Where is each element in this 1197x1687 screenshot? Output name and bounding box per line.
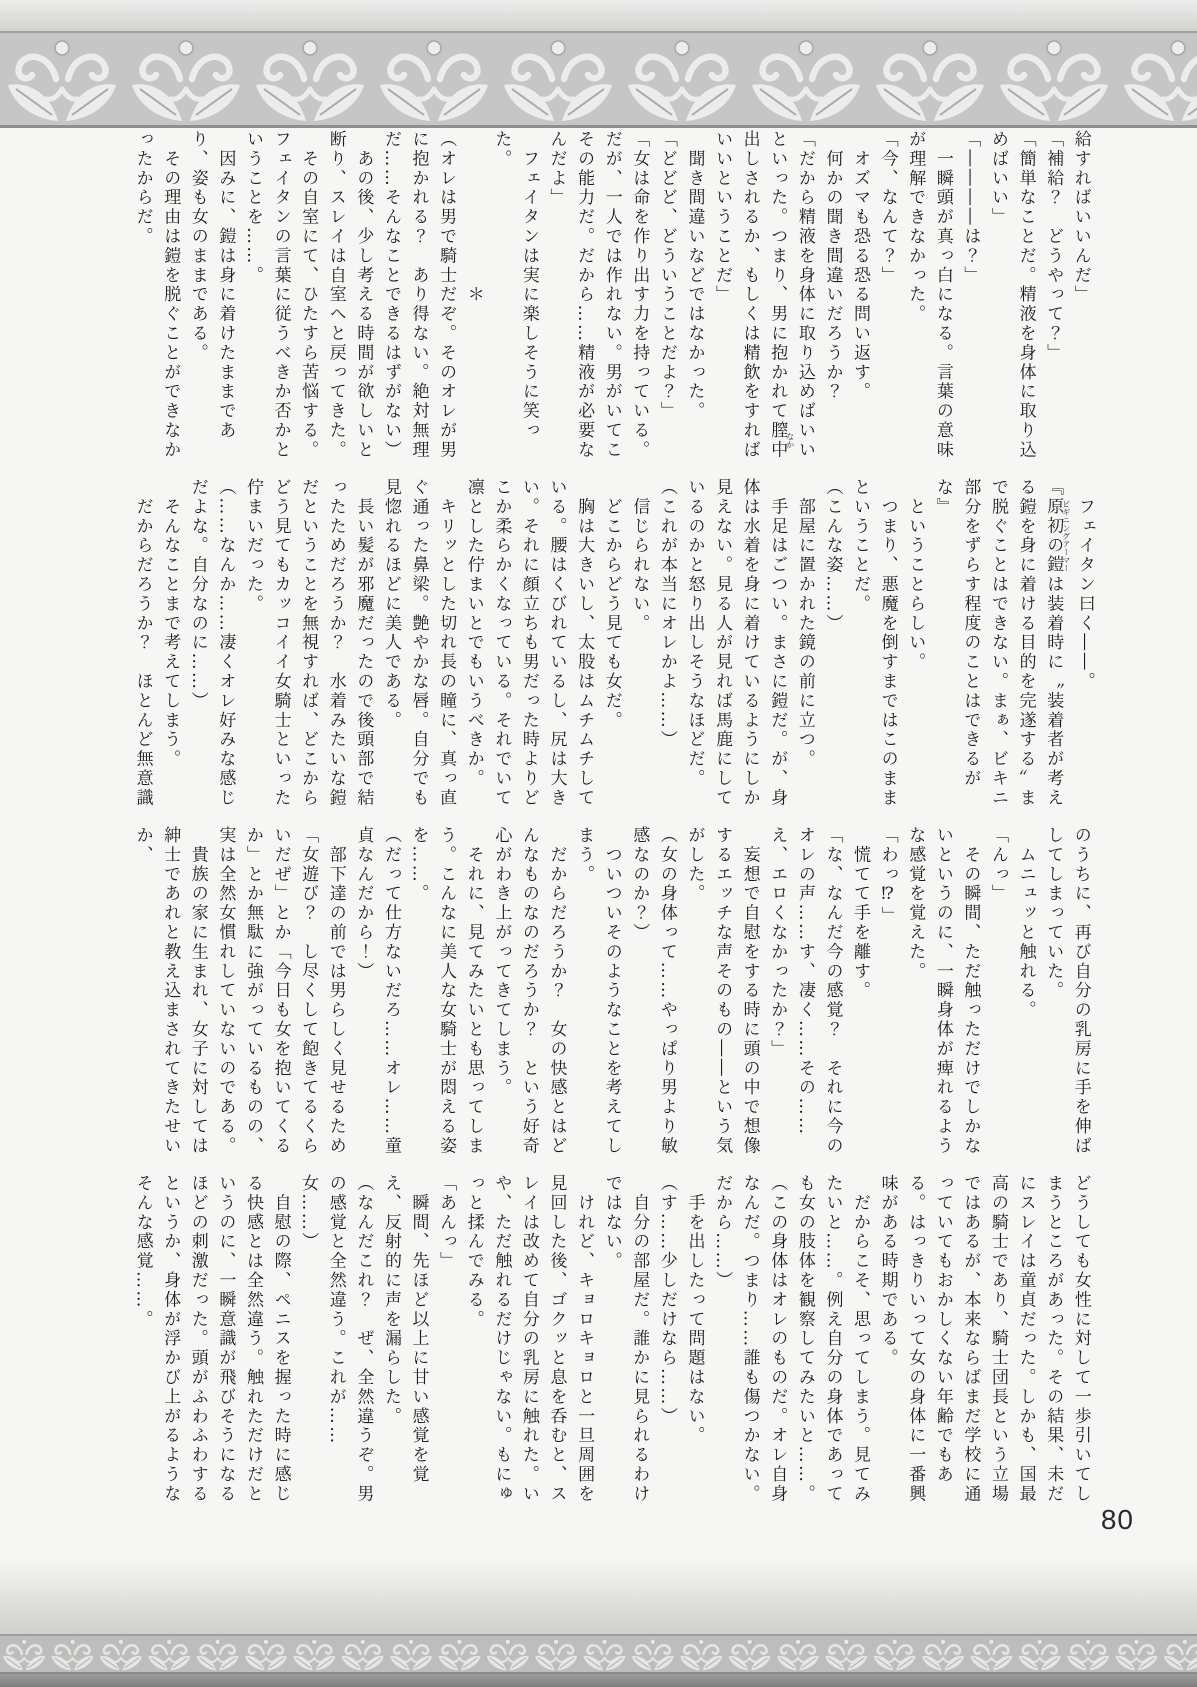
paragraph: 『原初の鎧ビギニングアーマーは装着時に〝装着者が考える鎧を身に着ける目的を完遂する〟まで脱ぐことはできない。まぁ、ビキニ部分をずらす程度のことはできるがな』 <box>932 478 1071 808</box>
paragraph: ついついそのようなことを考えてしまう。 <box>574 826 622 1156</box>
text-band-4 <box>128 1174 1094 1504</box>
paragraph: 「簡単なことだ。精液を身体に取り込めばいい」 <box>988 130 1036 460</box>
paragraph: （オレは男で騎士だぞ。そのオレが男に抱かれる？ あり得ない。絶対無理だ……そんなことできるはずがない） <box>380 130 457 460</box>
paragraph: 貴族の家に生まれ、女子に対しては紳士であれと教え込まされてきたせいか、 <box>132 826 208 1156</box>
paragraph: 「今、なんて？」 <box>877 130 898 286</box>
paragraph: あの後、少し考える時間が欲しいと断り、スレイは自室へと戻ってきた。 <box>325 130 374 460</box>
paragraph: それに、見てみたいとも思ってしまう。こんなに美人な女騎士が悶える姿を……。 <box>408 826 484 1156</box>
page-bottom-fade <box>0 1556 1197 1634</box>
paragraph: 部屋に置かれた鏡の前に立つ。 <box>794 478 815 769</box>
paragraph: つまり、悪魔を倒すまではこのままということだ。 <box>850 478 898 808</box>
paragraph: どこからどう見ても女だ。 <box>601 478 622 731</box>
paragraph: オズマも恐る恐る問い返す。 <box>850 130 871 402</box>
paragraph: 「んっ」 <box>988 826 1008 904</box>
paragraph: （女の身体って……やっぱり男より敏感なのか？） <box>629 826 677 1156</box>
paragraph: どうしても女性に対して一歩引いてしまうところがあった。その結果、未だにスレイは童貞だった。しかも、国最高の騎士であり、騎士団長という立場ではあるが、本来ならばまだ学校に通っていてもおかしくない年齢でもある。はっきりいって女の身体に一番興味がある時期である。 <box>877 1174 1091 1504</box>
paragraph: 長い髪が邪魔だったので後頭部で結ったためだろうか？ 水着みたいな鎧だということを無視すれば、どこからどう見てもカッコイイ女騎士といった佇まいだった。 <box>242 478 374 808</box>
paragraph: そんなことまで考えてしまう。 <box>160 478 181 769</box>
paragraph: フェイタン曰く――。 <box>1074 478 1095 692</box>
paragraph: （こんな姿……） <box>822 478 843 634</box>
paragraph: （す……少しだけなら……） <box>656 1174 677 1427</box>
paragraph: 部下達の前では男らしく見せるため「女遊び？ し尽くして飽きてるくらいだぜ」とか「今日も女を抱いてくるか」とか無駄に強がっているものの、実は全然女慣れしていないのである。 <box>215 826 346 1156</box>
paragraph: その瞬間、ただ触っただけでしかないというのに、一瞬身体が痺れるような感覚を覚えた。 <box>905 826 981 1156</box>
paragraph: 「どどど、どういうことだよ？」 <box>656 130 677 421</box>
paragraph: （だって仕方ないだろ……オレ……童貞なんだから！） <box>353 826 401 1156</box>
paragraph: その自室にて、ひたすら苦悩する。フェイタンの言葉に従うべきか否かということを……。 <box>242 130 319 460</box>
paragraph: だからだろうか？ ほとんど無意識 <box>132 478 153 808</box>
paragraph: 自慰の際、ペニスを握った時に感じる快感とは全然違う。触れただけだというのに、一瞬意識が飛びそうになるほどの刺激だった。頭がふわふわするというか、身体が浮かび上がるようなそんな感覚……。 <box>132 1174 291 1504</box>
paragraph: 「わっ⁉」 <box>877 826 898 926</box>
ornamental-border-bottom <box>0 1634 1197 1674</box>
paragraph: 胸は大きいし、太股はムチムチしている。腰はくびれているし、尻は大きい。それに顔立ちも男だった時よりどこか柔らかくなっている。それでいて凛とした佇まいとでもいうべきか。 <box>463 478 595 808</box>
paragraph: 「補給？ どうやって？」 <box>1043 130 1064 363</box>
ruby-annotated-text: 膣中なか <box>767 421 795 460</box>
text-band-1 <box>128 130 1094 460</box>
paragraph: 何かの聞き間違いだろうか？ <box>822 130 843 402</box>
page-number: 80 <box>1100 1504 1134 1535</box>
text-band-2 <box>128 478 1098 808</box>
paragraph: だからこそ、思ってしまう。見てみたいと……。例え自分の身体であっても女の肢体を観察してみたいと……。 <box>794 1174 871 1504</box>
paragraph: 一瞬頭が真っ白になる。言葉の意味が理解できなかった。 <box>905 130 953 460</box>
page-text-area <box>128 130 1095 1504</box>
paragraph: 手を出したって問題はない。 <box>684 1174 705 1446</box>
paragraph: キリッとした切れ長の瞳に、真っ直ぐ通った鼻梁。艶やかな唇。自分でも見惚れるほどに美人である。 <box>380 478 457 808</box>
paragraph: 「あんっ」 <box>436 1174 457 1271</box>
ruby-annotated-text: 原初の鎧ビギニングアーマー <box>1043 497 1071 576</box>
paragraph: 「――――は？」 <box>960 130 981 286</box>
text-band-3 <box>128 826 1094 1156</box>
paragraph: 「だから精液を身体に取り込めばいいといった。つまり、男に抱かれて膣中なか出しされるか、もしくは精飲をすればいいということだ」 <box>712 130 815 460</box>
paragraph: 慌てて手を離す。 <box>850 826 871 1001</box>
paragraph: ということらしい。 <box>905 478 926 672</box>
paragraph: ムニュッと触れる。 <box>1015 826 1036 1020</box>
paragraph: （なんだこれ？ ぜ、全然違うぞ。男の感覚と全然違う。これが……女……） <box>298 1174 374 1504</box>
paragraph: のうちに、再び自分の乳房に手を伸ばしてしまっていた。 <box>1043 826 1091 1156</box>
paragraph: その理由は鎧を脱ぐことができなかったからだ。 <box>132 130 181 460</box>
ornamental-border-top <box>0 31 1197 128</box>
page-top-edge <box>0 0 1197 31</box>
paragraph: フェイタンは実に楽しそうに笑った。 <box>491 130 539 441</box>
anthemion-pattern-icon <box>0 33 1197 125</box>
paragraph: 自分の部屋だ。誰かに見られるわけではない。 <box>601 1174 650 1504</box>
paragraph: 因みに、鎧は身に着けたままであり、姿も女のままである。 <box>187 130 236 441</box>
paragraph: 給すればいいんだ」 <box>1070 130 1091 305</box>
paragraph: けれど、キョロキョロと一旦周囲を見回した後、ゴクッと息を呑むと、スレイは改めて自分の乳房に触れた。いや、ただ触れるだけじゃない。もにゅっと揉んでみる。 <box>463 1174 595 1504</box>
paragraph: 聞き間違いなどではなかった。 <box>684 130 705 421</box>
paragraph: 妄想で自慰をする時に頭の中で想像するエッチな声そのもの――という気がした。 <box>684 826 760 1156</box>
paragraph: 手足はごつい。まさに鎧だ。が、身体は水着を身に着けているようにしか見えない。見る人が見れば馬鹿にしているのかと怒り出しそうなほどだ。 <box>684 478 788 808</box>
anthemion-pattern-small-icon <box>0 1636 1197 1672</box>
page-bottom-edge <box>0 1674 1197 1687</box>
paragraph: 「女は命を作り出す力を持っている。だが、一人では作れない。男がいてこその能力だ。だから……精液が必要なんだよ」 <box>546 130 650 460</box>
paragraph: 信じられない。 <box>629 478 650 634</box>
paragraph: 瞬間、先ほど以上に甘い感覚を覚え、反射的に声を漏らした。 <box>380 1174 429 1485</box>
paragraph: ＊ <box>463 285 484 305</box>
paragraph: （……なんか……凄くオレ好みな感じだよな。自分なのに……） <box>187 478 236 808</box>
paragraph: 「な、なんだ今の感覚？ それに今のオレの声……す、凄く……その……え、エロくなかったか？」 <box>767 826 843 1156</box>
paragraph: （これが本当にオレかよ……） <box>656 478 677 750</box>
paragraph: だからだろうか？ 女の快感とはどんなものなのだろうか？ という好奇心がわき上がってきてしまう。 <box>491 826 567 1156</box>
paragraph: （この身体はオレのものだ。オレ自身なんだ。つまり……誰も傷つかない。だから……） <box>712 1174 788 1504</box>
